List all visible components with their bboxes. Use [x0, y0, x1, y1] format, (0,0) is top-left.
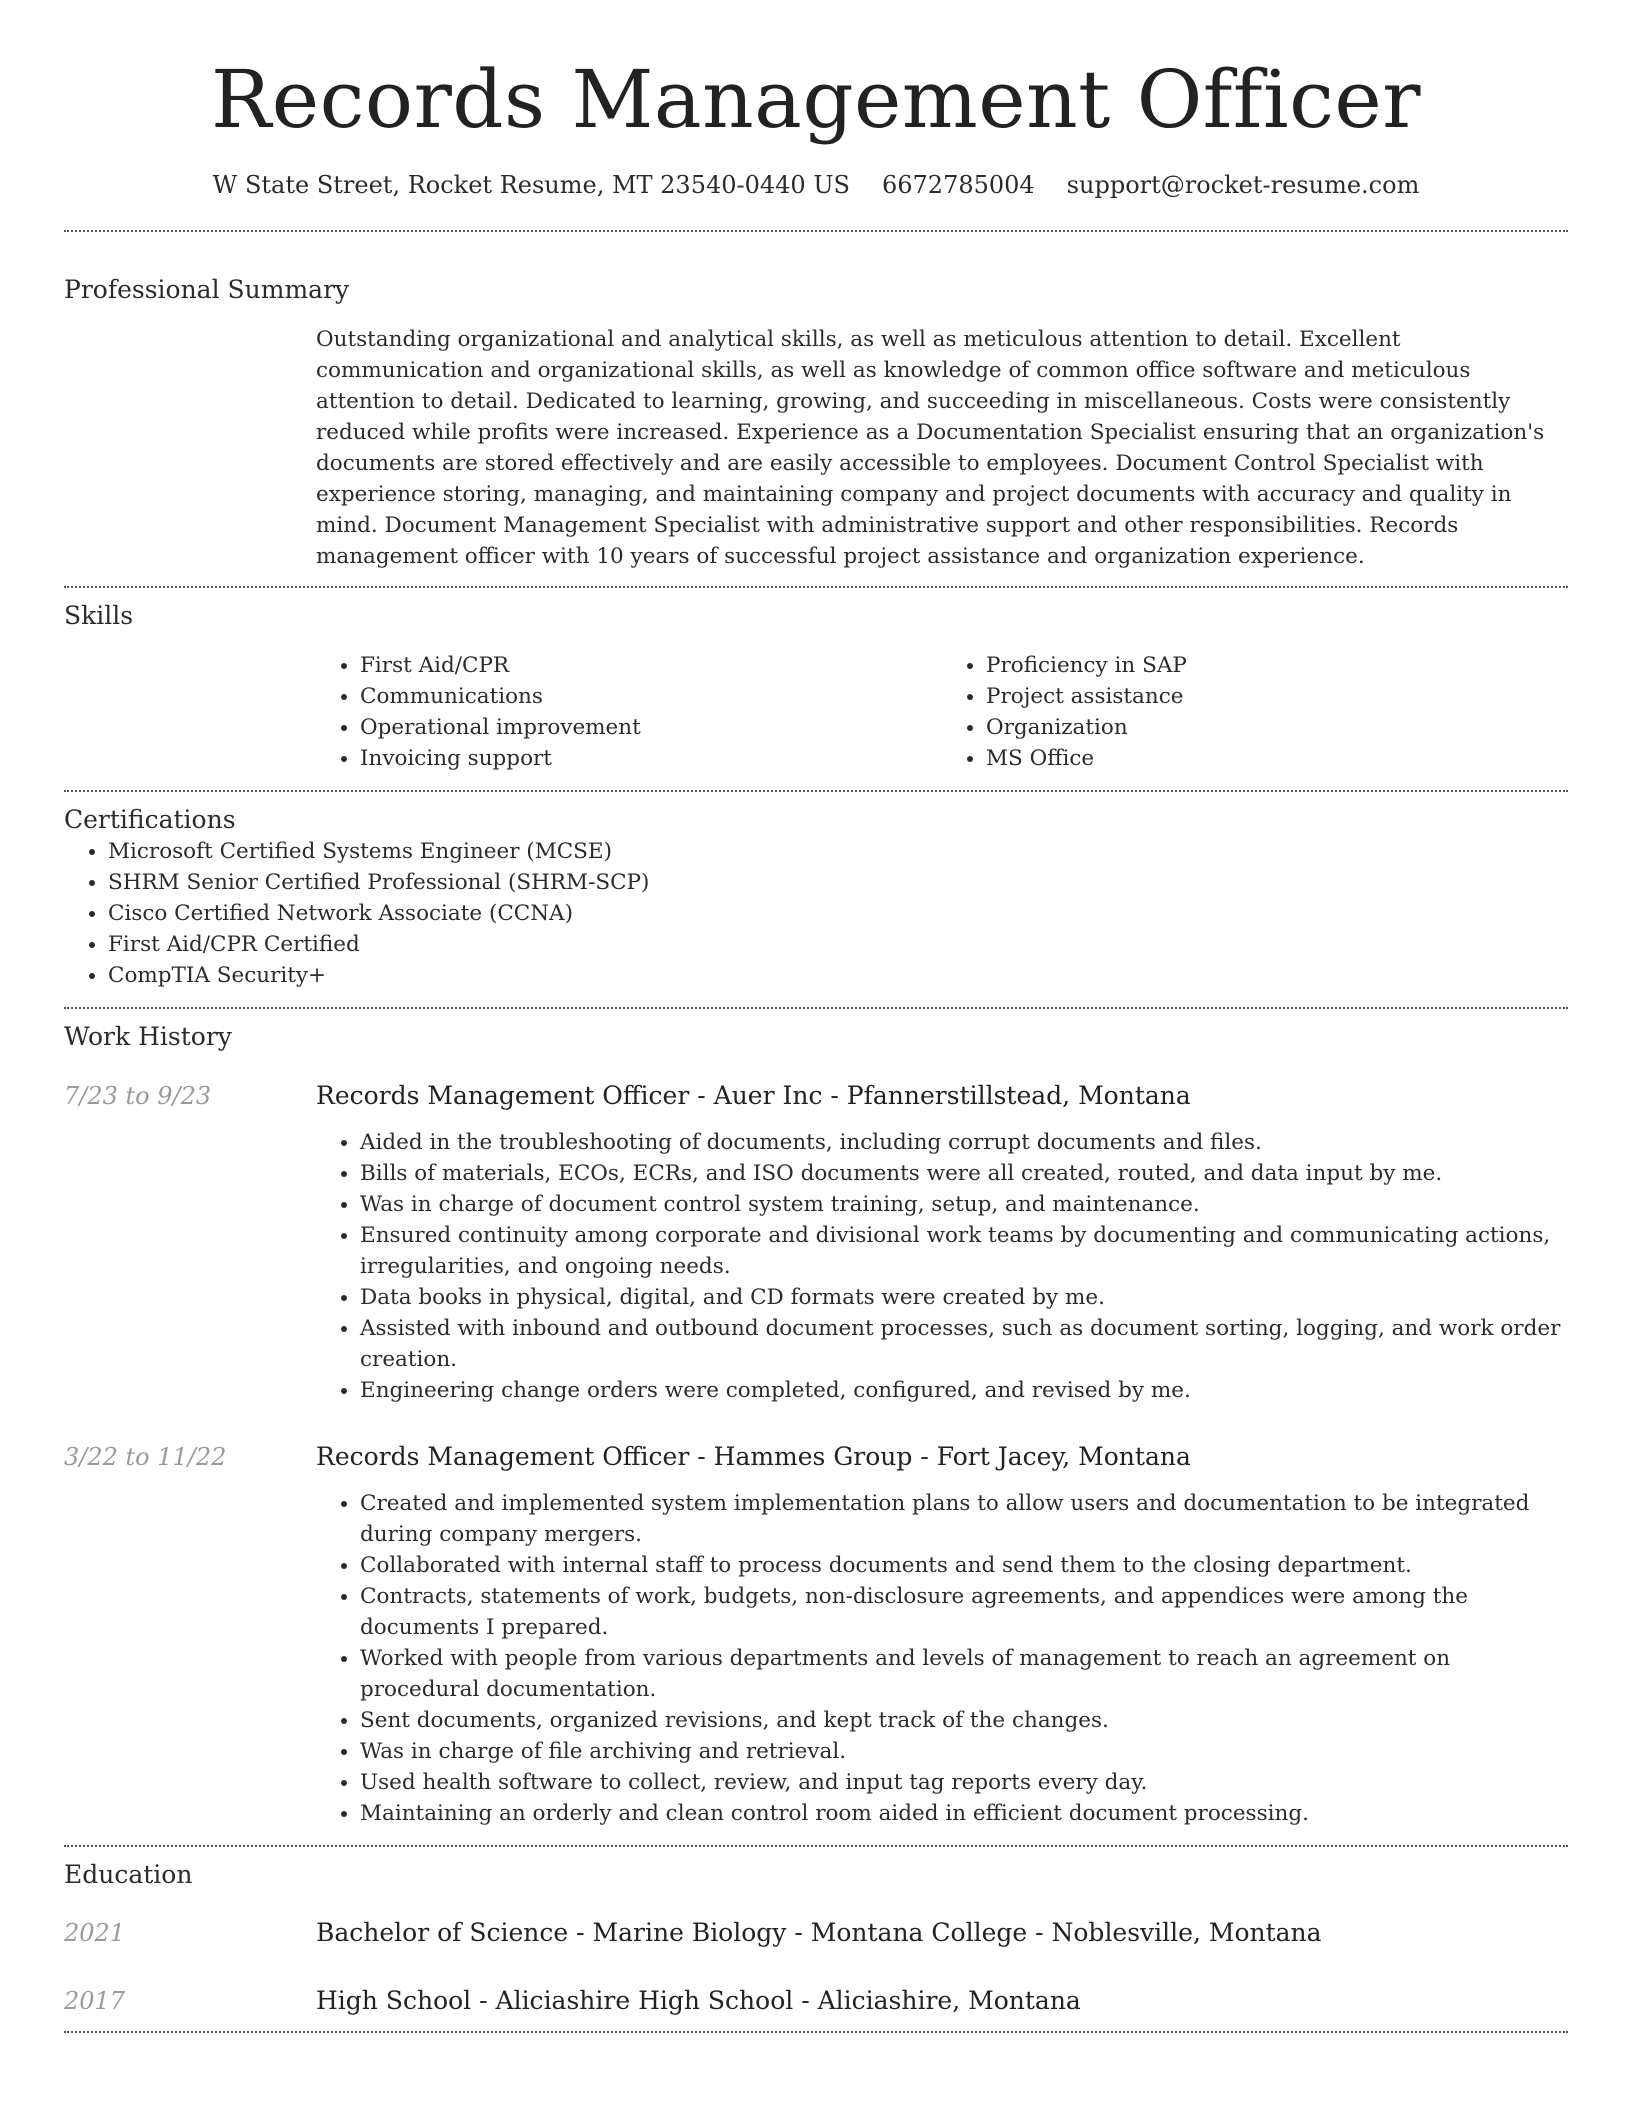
certification-item: • First Aid/CPR Certified	[108, 929, 1568, 960]
job-bullets	[316, 1488, 1568, 1829]
skills-title: Skills	[64, 601, 134, 630]
job-body	[316, 1079, 1568, 1406]
summary-text: Outstanding organizational and analytical skills, as well as meticulous attention to detail. Excellent communication and organizational skills, as well as knowledge of common office software and meticulous attention to detail. Dedicated to learning, growing, and succeeding in miscellaneous. Costs were consistently reduced while profits were increased. Experience as a Documentation Specialist ensuring that an organization's documents are stored effectively and are easily accessible to employees. Document Control Specialist with experience storing, managing, and maintaining company and project documents with accuracy and quality in mind. Document Management Specialist with administrative support and other responsibilities. Records management officer with 10 years of successful project assistance and organization experience.	[316, 327, 1545, 569]
certifications-title: Certifications	[64, 805, 236, 834]
work-section	[64, 1009, 1568, 1845]
job-body	[316, 1440, 1568, 1829]
job-bullet: • Maintaining an orderly and clean control room aided in efficient document processing.	[360, 1798, 1568, 1829]
job-bullet: • Was in charge of file archiving and retrieval.	[360, 1736, 1568, 1767]
education-heading: High School - Aliciashire High School - Aliciashire, Montana	[316, 1986, 1081, 2015]
certifications-section	[64, 792, 1568, 1007]
job-bullet: • Bills of materials, ECOs, ECRs, and ISO documents were all created, routed, and data input by me.	[360, 1158, 1568, 1189]
job-date: 7/23 to 9/23	[64, 1082, 212, 1110]
contact-phone: 6672785004	[882, 171, 1035, 199]
job-bullet: • Was in charge of document control system training, setup, and maintenance.	[360, 1189, 1568, 1220]
certification-item: • CompTIA Security+	[108, 960, 1568, 991]
section-divider	[64, 2031, 1568, 2033]
job-bullet: • Collaborated with internal staff to process documents and send them to the closing department.	[360, 1550, 1568, 1581]
job-entry	[64, 1079, 1568, 1406]
education-date: 2021	[64, 1919, 126, 1947]
job-bullet: • Aided in the troubleshooting of documents, including corrupt documents and files.	[360, 1127, 1568, 1158]
skill-item: • MS Office	[986, 743, 1568, 774]
job-entry	[64, 1440, 1568, 1829]
resume-title: Records Management Officer	[211, 53, 1421, 146]
certifications-list	[64, 836, 1568, 991]
certification-item: • Cisco Certified Network Associate (CCNA)	[108, 898, 1568, 929]
skills-section	[64, 588, 1568, 790]
contact-address: W State Street, Rocket Resume, MT 23540-0440 US	[212, 171, 850, 199]
summary-title: Professional Summary	[64, 275, 350, 304]
skill-item: • First Aid/CPR	[360, 650, 942, 681]
skill-item: • Organization	[986, 712, 1568, 743]
skill-item: • Operational improvement	[360, 712, 942, 743]
job-heading: Records Management Officer - Auer Inc - Pfannerstillstead, Montana	[316, 1081, 1191, 1110]
job-bullet: • Used health software to collect, review, and input tag reports every day.	[360, 1767, 1568, 1798]
education-entry	[64, 1915, 1568, 1951]
job-bullet: • Contracts, statements of work, budgets, non-disclosure agreements, and appendices were among the documents I prepared.	[360, 1581, 1568, 1643]
skills-list-right	[942, 650, 1568, 774]
certification-item: • SHRM Senior Certified Professional (SHRM-SCP)	[108, 867, 1568, 898]
skills-grid	[316, 650, 1568, 774]
education-entry	[64, 1983, 1568, 2019]
skills-list-left	[316, 650, 942, 774]
skill-item: • Proficiency in SAP	[986, 650, 1568, 681]
job-bullet: • Assisted with inbound and outbound document processes, such as document sorting, logging, and work order creation.	[360, 1313, 1568, 1375]
job-bullet: • Sent documents, organized revisions, and kept track of the changes.	[360, 1705, 1568, 1736]
skill-item: • Project assistance	[986, 681, 1568, 712]
certification-item: • Microsoft Certified Systems Engineer (MCSE)	[108, 836, 1568, 867]
job-bullets	[316, 1127, 1568, 1406]
education-heading: Bachelor of Science - Marine Biology - Montana College - Noblesville, Montana	[316, 1918, 1322, 1947]
education-date: 2017	[64, 1987, 126, 2015]
education-section	[64, 1847, 1568, 2031]
work-title: Work History	[64, 1022, 232, 1051]
contact-line	[64, 168, 1568, 202]
job-bullet: • Ensured continuity among corporate and divisional work teams by documenting and communicating actions, irregularities, and ongoing needs.	[360, 1220, 1568, 1282]
job-bullet: • Worked with people from various departments and levels of management to reach an agreement on procedural documentation.	[360, 1643, 1568, 1705]
skill-item: • Invoicing support	[360, 743, 942, 774]
contact-email: support@rocket-resume.com	[1066, 171, 1420, 199]
job-bullet: • Engineering change orders were completed, configured, and revised by me.	[360, 1375, 1568, 1406]
job-heading: Records Management Officer - Hammes Group - Fort Jacey, Montana	[316, 1442, 1191, 1471]
summary-section	[64, 232, 1568, 586]
education-title: Education	[64, 1860, 193, 1889]
skill-item: • Communications	[360, 681, 942, 712]
job-bullet: • Created and implemented system implementation plans to allow users and documentation to be integrated during company mergers.	[360, 1488, 1568, 1550]
job-bullet: • Data books in physical, digital, and CD formats were created by me.	[360, 1282, 1568, 1313]
job-date: 3/22 to 11/22	[64, 1443, 227, 1471]
